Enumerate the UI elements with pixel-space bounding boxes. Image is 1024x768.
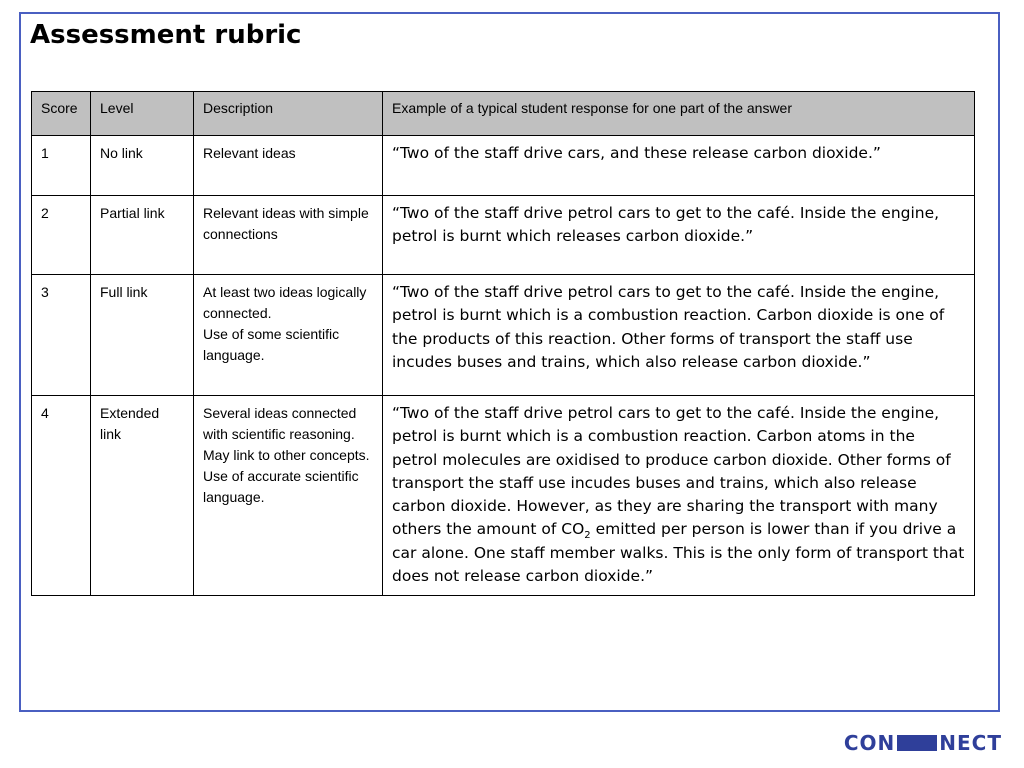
page-title: Assessment rubric [30,20,302,50]
cell-description: Relevant ideas with simple connections [194,196,383,275]
cell-score: 3 [32,275,91,396]
header-score: Score [32,92,91,136]
cell-description: Several ideas connected with scientific reasoning. May link to other concepts. Use of accurate scientific language. [194,396,383,596]
cell-example: “Two of the staff drive petrol cars to get to the café. Inside the engine, petrol is burnt which is a combustion reaction. Carbon dioxide is one of the products of this reaction. Other forms of transport the staff use incudes buses and trains, which also release carbon dioxide.” [383,275,975,396]
header-description: Description [194,92,383,136]
cell-score: 2 [32,196,91,275]
rubric-table [31,91,975,596]
logo-text-right: NECT [939,731,1002,755]
cell-score: 1 [32,136,91,196]
cell-description: Relevant ideas [194,136,383,196]
cell-score: 4 [32,396,91,596]
table-row [32,136,975,196]
cell-description: At least two ideas logically connected. Use of some scientific language. [194,275,383,396]
connect-bar-icon [897,735,937,751]
cell-example [383,396,975,596]
table-row [32,196,975,275]
cell-level: Full link [91,275,194,396]
connect-logo [844,732,1002,754]
table-header-row [32,92,975,136]
cell-level: No link [91,136,194,196]
cell-example: “Two of the staff drive cars, and these release carbon dioxide.” [383,136,975,196]
cell-level: Extended link [91,396,194,596]
table-row [32,396,975,596]
table-row [32,275,975,396]
logo-text-left: CON [843,731,896,755]
co2-subscript: 2 [584,530,591,542]
header-example: Example of a typical student response for one part of the answer [383,92,975,136]
cell-level: Partial link [91,196,194,275]
header-level: Level [91,92,194,136]
example-text-after-subscript: emitted per person is lower than if you drive a car alone. One staff member walks. This is the only form of transport that does not release carbon dioxide.” [392,520,965,586]
cell-example: “Two of the staff drive petrol cars to get to the café. Inside the engine, petrol is burnt which releases carbon dioxide.” [383,196,975,275]
example-text-before-subscript: “Two of the staff drive petrol cars to get to the café. Inside the engine, petrol is burnt which is a combustion reaction. Carbon atoms in the petrol molecules are oxidised to produce carbon dioxide. Other forms of transport the staff use incudes buses and trains, which also release carbon dioxide. However, as they are sharing the transport with many others the amount of CO [392,404,951,539]
